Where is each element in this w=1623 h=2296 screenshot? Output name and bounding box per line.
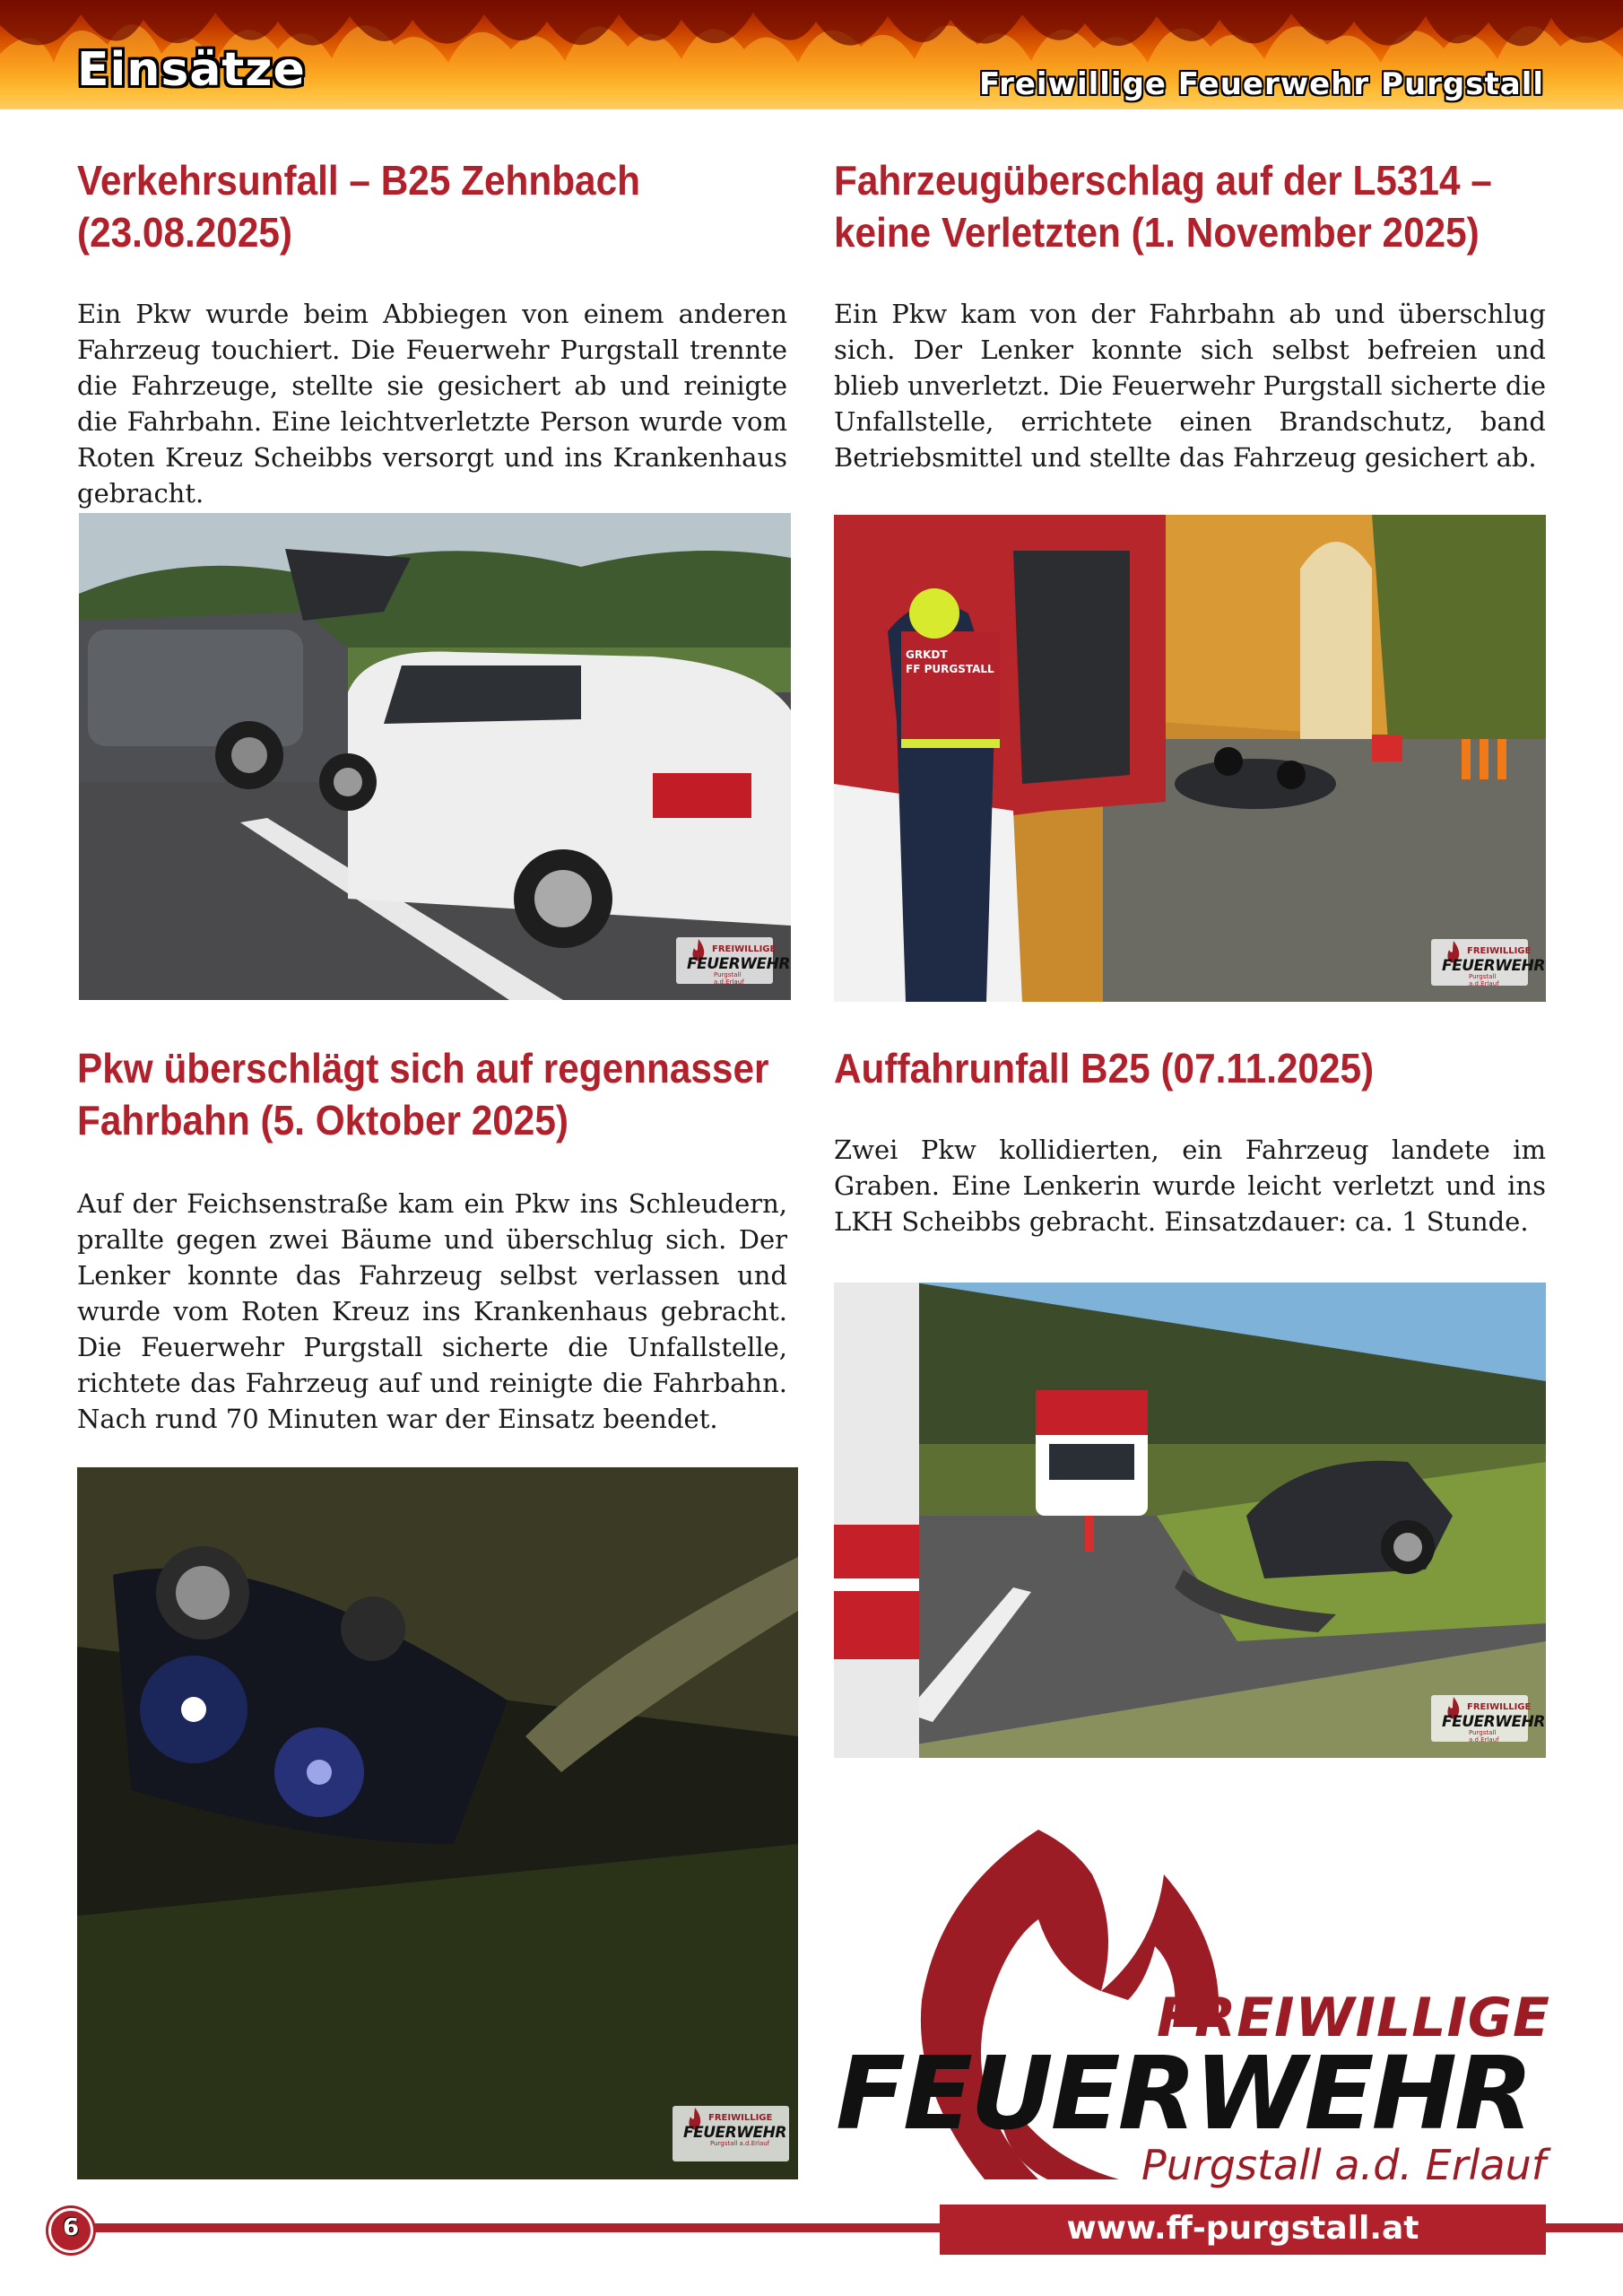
heading-line: Pkw überschlägt sich auf regennasser [77,1045,769,1091]
heading-line: Fahrzeugüberschlag auf der L5314 – [834,157,1492,204]
article-body: Zwei Pkw kollidierten, ein Fahrzeug landete im Graben. Eine Lenkerin wurde leicht verletzt und ins LKH Scheibbs gebracht. Einsatzdauer: ca. 1 Stunde. [834,1135,1546,1237]
header-org-name: Freiwillige Feuerwehr Purgstall [979,66,1544,102]
heading-line: keine Verletzten (1. November 2025) [834,209,1480,256]
logo-line3: Purgstall a.d. Erlauf [1141,2141,1546,2189]
page-number: 6 [62,2214,80,2241]
article-body: Ein Pkw kam von der Fahrbahn ab und überschlug sich. Der Lenker konnte sich selbst befreien und blieb unverletzt. Die Feuerwehr Purgstall sicherte die Unfallstelle, errichtete einen Brandschutz, band Betriebsmittel und stellte das Fahrzeug gesichert ab. [834,299,1546,473]
watermark-line2: FEUERWEHR [687,955,790,973]
watermark-line1: FREIWILLIGE [1467,946,1532,956]
logo-line2: FEUERWEHR [836,2036,1531,2152]
photo-rear-end-collision-b25 [834,1283,1546,1758]
watermark-line1: FREIWILLIGE [1467,1702,1532,1712]
photo-rollover-feichsenstrasse [77,1467,798,2179]
header-banner [0,0,1623,109]
ff-purgstall-logo [832,1821,1576,2197]
photo-accident-b25-zehnbach [79,513,791,1000]
photo-watermark [676,937,790,986]
photo-watermark [673,2106,789,2161]
article-body: Ein Pkw wurde beim Abbiegen von einem anderen Fahrzeug touchiert. Die Feuerwehr Purgstall trennte die Fahrzeuge, stellte sie gesichert ab und reinigte die Fahrbahn. Eine leichtverletzte Person wurde vom Roten Kreuz Scheibbs versorgt und ins Krankenhaus gebracht. [77,299,787,509]
watermark-line1: FREIWILLIGE [708,2113,773,2123]
website-link[interactable]: www.ff-purgstall.at [1066,2210,1419,2247]
footer-url-box [940,2205,1546,2255]
watermark-line3: Purgstall a.d.Erlauf [714,971,744,986]
article-heading [77,154,640,258]
jacket-label-line1: GRKDT [906,648,948,661]
logo-line1: FREIWILLIGE [1157,1987,1551,2049]
photo-watermark [1431,1695,1545,1744]
heading-line: (23.08.2025) [77,209,293,256]
watermark-line3: Purgstall a.d.Erlauf [710,2140,770,2147]
article-body: Auf der Feichsenstraße kam ein Pkw ins Schleudern, prallte gegen zwei Bäume und überschlug sich. Der Lenker konnte das Fahrzeug selbst verlassen und wurde vom Roten Kreuz ins Krankenhaus gebracht. Die Feuerwehr Purgstall sicherte die Unfallstelle, richtete das Fahrzeug auf und reinigte die Fahrbahn. Nach rund 70 Minuten war der Einsatz beendet. [77,1188,787,1434]
watermark-line3: Purgstall a.d.Erlauf [1469,1729,1499,1744]
watermark-line3: Purgstall a.d.Erlauf [1469,973,1499,987]
heading-line: Auffahrunfall B25 (07.11.2025) [834,1045,1375,1091]
watermark-line2: FEUERWEHR [683,2124,786,2142]
article-heading [834,1042,1374,1094]
heading-line: Fahrbahn (5. Oktober 2025) [77,1097,568,1144]
watermark-line1: FREIWILLIGE [712,944,777,954]
article-heading [834,154,1492,258]
heading-line: Verkehrsunfall – B25 Zehnbach [77,157,640,204]
watermark-line2: FEUERWEHR [1442,957,1545,975]
photo-watermark [1431,939,1545,987]
photo-rollover-l5314 [834,515,1546,1002]
section-title: Einsätze [77,43,306,97]
jacket-label-line2: FF PURGSTALL [906,663,994,675]
page-number-badge [48,2208,93,2253]
watermark-line2: FEUERWEHR [1442,1713,1545,1731]
article-heading [77,1042,768,1146]
